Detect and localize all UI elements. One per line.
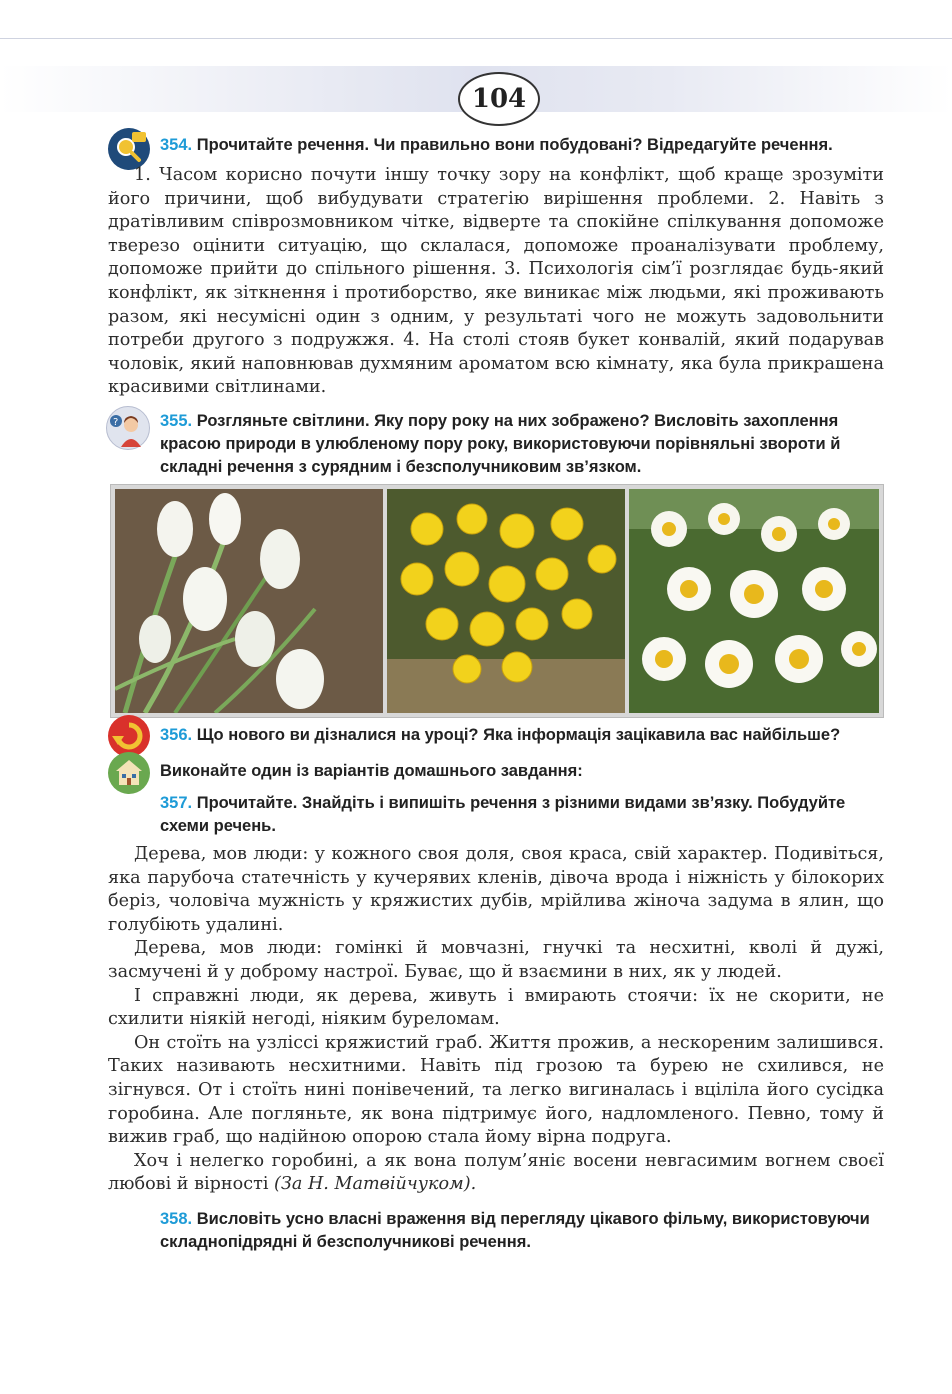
paragraph: І справжні люди, як дерева, живуть і вмирають стоячи: їх не скорити, не схилити ніякій негоді, ніяким буреломам. bbox=[108, 985, 884, 1030]
paragraph: Дерева, мов люди: у кожного своя доля, своя краса, свій характер. Подивіться, яка парубоча статечність у кучерявих кленів, дівоча врода і ніжність у білокорих беріз, чоловіча мужність у кряжистих дубів, мрійлива жіноча задума в ялин, що голубіють удалині. bbox=[108, 844, 884, 935]
exercise-number: 354. bbox=[160, 136, 193, 154]
svg-text:?: ? bbox=[113, 417, 119, 428]
paragraph: 1. Часом корисно почути іншу точку зору на конфлікт, щоб краще зрозуміти його причини, щоб вибудувати стратегію вирішення проблеми. 2. Навіть з дратівливим співрозмовником чітке, відверте та спокійне спілкування допоможе тверезо оцінити ситуацію, що склалася, допоможе проаналізувати проблему, допоможе прийти до спільного рішення. 3. Психологія сім’ї розглядає будь-який конфлікт, як зіткнення і протиборство, яке виникає між людьми, які проживають разом, які несумісні один з одним, у результаті чого не можуть задовольнити потреби другого з подружжя. 4. На столі стояв букет конвалій, який подарував чоловік, який наповнював духмяним ароматом всю кімнату, яка була прикрашена красивими світлинами. bbox=[108, 165, 884, 398]
photo-snowdrops bbox=[115, 489, 383, 713]
exercise-number: 357. bbox=[160, 794, 193, 812]
thinking-person-icon bbox=[106, 406, 150, 450]
author-citation: (За Н. Матвійчуком). bbox=[274, 1174, 477, 1195]
exercise-355-task bbox=[160, 410, 888, 479]
task-text: Розгляньте світлини. Яку пору року на них зображено? Висловіть захоплення красою природи в улюбленому пору року, використовуючи порівняльні звороти й складні речення з сурядним і безсполучниковим зв’язком. bbox=[160, 412, 841, 476]
exercise-357-text bbox=[108, 843, 884, 1197]
task-text: Прочитайте. Знайдіть і випишіть речення з різними видами зв’язку. Побудуйте схеми речень. bbox=[160, 794, 846, 835]
exercise-358-task bbox=[160, 1208, 888, 1254]
paragraph: Он стоїть на узліссі кряжистий граб. Життя прожив, а нескореним залишився. Таких називають несхитними. Навіть під грозою та бурею не схилився, не зігнувся. От і стоїть нині понівечений, та легко вигиналась і вціліла його сусідка горобина. Але погляньте, як вона підтримує його, надломленого. Певно, тому й вижив граб, що надійною опорою стала йому вірна подруга. bbox=[108, 1032, 884, 1148]
photo-daffodils bbox=[629, 489, 879, 713]
exercise-356-task bbox=[160, 724, 890, 747]
paragraph: Дерева, мов люди: гомінкі й мовчазні, гнучкі та несхитні, кволі й дужі, засмучені й у доброму настрої. Буває, що й взаємини в них, як у людей. bbox=[108, 938, 884, 982]
house-icon bbox=[108, 752, 150, 794]
exercise-357-task bbox=[160, 792, 888, 838]
exercise-354-text bbox=[108, 164, 884, 400]
task-text: Прочитайте речення. Чи правильно вони побудовані? Відредагуйте речення. bbox=[196, 136, 833, 154]
header-line bbox=[0, 38, 952, 39]
task-text: Що нового ви дізналися на уроці? Яка інформація зацікавила вас найбільше? bbox=[196, 726, 841, 744]
paragraph-last bbox=[108, 1150, 884, 1197]
exercise-number: 356. bbox=[160, 726, 193, 744]
photo-yellow-flowers bbox=[387, 489, 625, 713]
photo-strip bbox=[110, 484, 884, 718]
reflection-arrow-icon bbox=[108, 715, 150, 757]
exercise-354-task bbox=[160, 134, 890, 157]
exercise-number: 358. bbox=[160, 1210, 193, 1228]
paragraph-text: Хоч і нелегко горобині, а як вона полум’яніє восени невгасимим вогнем своєї любові й вірності bbox=[108, 1150, 884, 1195]
exercise-number: 355. bbox=[160, 412, 193, 430]
task-text: Висловіть усно власні враження від перегляду цікавого фільму, використовуючи складнопідрядні й безсполучникові речення. bbox=[160, 1210, 870, 1251]
page-number: 104 bbox=[458, 72, 540, 126]
homework-task: Виконайте один із варіантів домашнього завдання: bbox=[160, 762, 583, 780]
